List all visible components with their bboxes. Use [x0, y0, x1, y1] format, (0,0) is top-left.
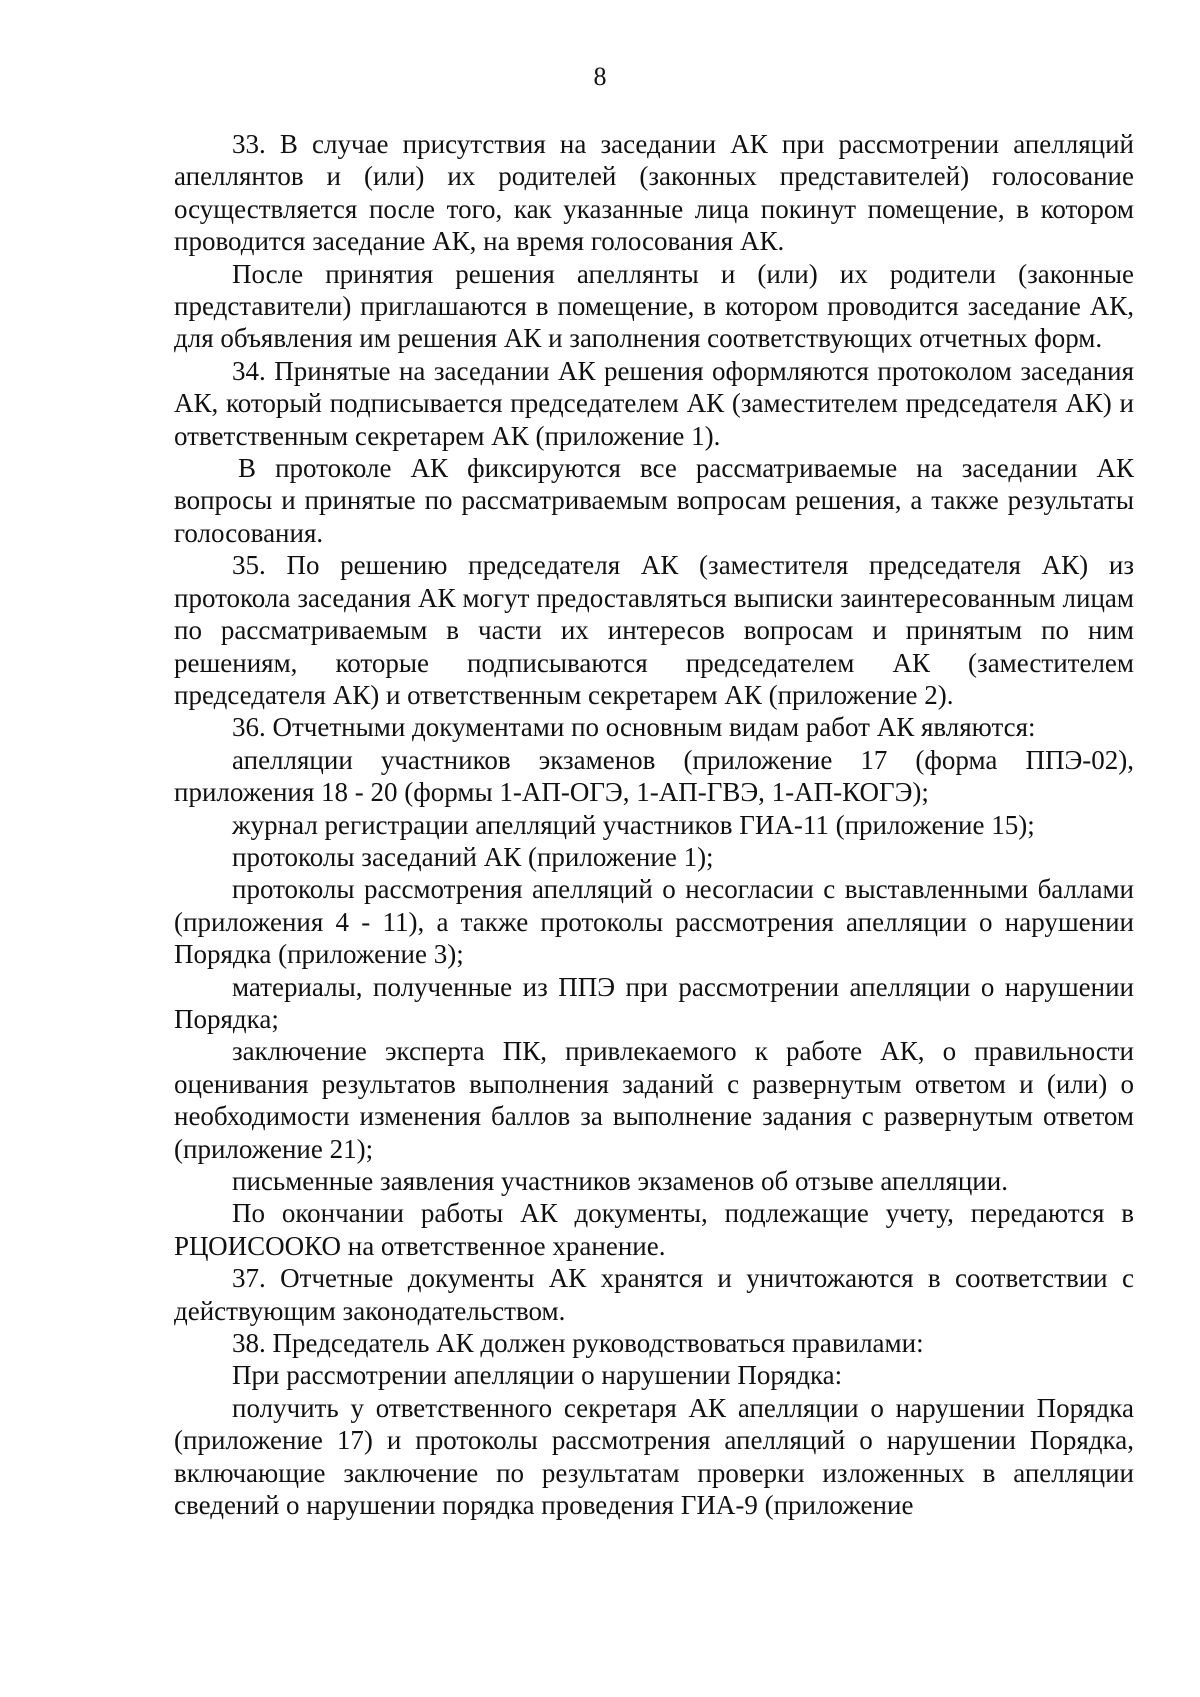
paragraph-33: 33. В случае присутствия на заседании АК при рассмотрении апелляций апеллянтов и (или) их родителей (законных представителей) голосование осуществляется после того, как указанные лица покинут помещение, в котором проводится заседание АК, на время голосования АК.	[174, 129, 1134, 257]
document-body	[174, 128, 1134, 1521]
paragraph-after-decision: После принятия решения апеллянты и (или) их родители (законные представители) приглашаются в помещение, в котором проводится заседание АК, для объявления им решения АК и заполнения соответствующих отчетных форм.	[174, 258, 1134, 354]
paragraph-obtain-appeals: получить у ответственного секретаря АК апелляции о нарушении Порядка (приложение 17) и протоколы рассмотрения апелляций о нарушении Порядка, включающие заключение по результатам проверки изложенных в апелляции сведений о нарушении порядка проведения ГИА-9 (приложение	[174, 1392, 1134, 1521]
paragraph-violation-review: При рассмотрении апелляции о нарушении Порядка:	[232, 1360, 843, 1391]
paragraph-34: 34. Принятые на заседании АК решения оформляются протоколом заседания АК, который подписывается председателем АК (заместителем председателя АК) и ответственным секретарем АК (приложение 1).	[174, 355, 1134, 451]
paragraph-38: 38. Председатель АК должен руководствоваться правилами:	[232, 1328, 924, 1359]
paragraph-35: 35. По решению председателя АК (заместителя председателя АК) из протокола заседания АК могут предоставляться выписки заинтересованным лицам по рассматриваемым в части их интересов вопросам и принятым по ним решениям, которые подписываются председателем АК (заместителем председателя АК) и ответственным секретарем АК (приложение 2).	[174, 550, 1134, 710]
list-item-registration-journal: журнал регистрации апелляций участников ГИА-11 (приложение 15);	[232, 809, 1035, 840]
list-item-appeals: апелляции участников экзаменов (приложение 17 (форма ППЭ-02), приложения 18 - 20 (формы 1-АП-ОГЭ, 1-АП-ГВЭ, 1-АП-КОГЭ);	[174, 744, 1134, 808]
paragraph-protocol-records: В протоколе АК фиксируются все рассматриваемые на заседании АК вопросы и принятые по рассматриваемым вопросам решения, а также результаты голосования.	[174, 453, 1134, 548]
list-item-expert-conclusion: заключение эксперта ПК, привлекаемого к работе АК, о правильности оценивания результатов выполнения заданий с развернутым ответом и (или) о необходимости изменения баллов за выполнение задания с развернутым ответом (приложение 21);	[174, 1036, 1134, 1164]
list-item-review-protocols: протоколы рассмотрения апелляций о несогласии с выставленными баллами (приложения 4 - 11), а также протоколы рассмотрения апелляции о нарушении Порядка (приложение 3);	[174, 874, 1134, 970]
list-item-meeting-protocols: протоколы заседаний АК (приложение 1);	[232, 841, 714, 872]
paragraph-storage-transfer: По окончании работы АК документы, подлежащие учету, передаются в РЦОИСООКО на ответственное хранение.	[174, 1198, 1134, 1261]
page-number: 8	[593, 62, 607, 91]
list-item-withdrawal-statements: письменные заявления участников экзаменов об отзыве апелляции.	[232, 1166, 1008, 1196]
list-item-ppe-materials: материалы, полученные из ППЭ при рассмотрении апелляции о нарушении Порядка;	[174, 971, 1134, 1034]
paragraph-36: 36. Отчетными документами по основным видам работ АК являются:	[232, 712, 1036, 743]
paragraph-37: 37. Отчетные документы АК хранятся и уничтожаются в соответствии с действующим законодательством.	[174, 1263, 1134, 1326]
